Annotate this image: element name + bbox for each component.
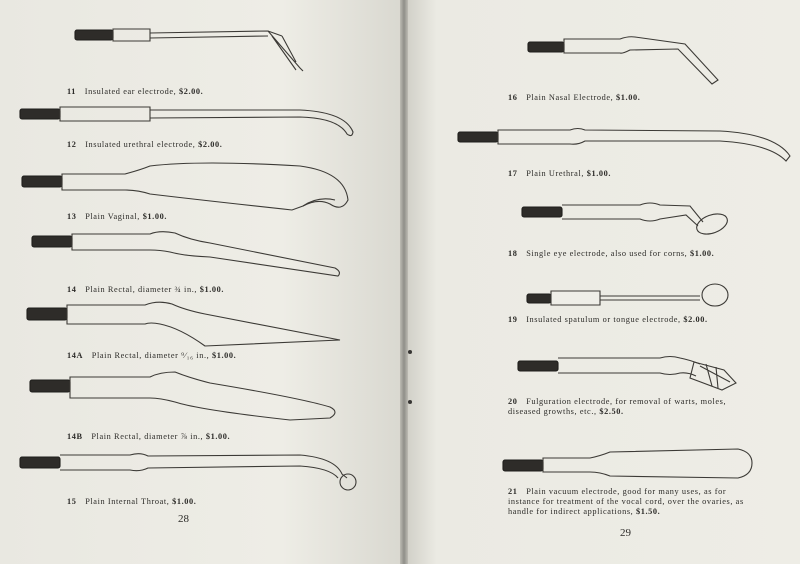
item-number: 19 [508, 315, 518, 324]
illustration-rectal-electrode-14 [32, 232, 339, 276]
item-description: Fulguration electrode, for removal of warts, moles, diseased growths, etc., [508, 397, 727, 416]
item-number: 13 [67, 212, 77, 221]
caption-item-21 [508, 487, 756, 517]
item-price: $2.00. [198, 140, 223, 149]
item-price: $1.00. [211, 351, 237, 360]
item-price: $1.00. [690, 249, 715, 258]
item-description: Plain Rectal, diameter ⁹⁄₁₆ in., [91, 351, 210, 360]
caption-item-19 [508, 315, 708, 325]
caption-item-11 [67, 87, 203, 97]
item-description: Plain Nasal Electrode, [526, 93, 614, 102]
item-description: Plain Rectal, diameter ⅞ in., [91, 432, 204, 441]
caption-item-13 [67, 212, 167, 222]
caption-item-14 [67, 285, 224, 295]
item-number: 11 [67, 87, 77, 96]
illustration-ear-electrode [75, 29, 303, 71]
item-price: $2.00. [683, 315, 708, 324]
item-price: $2.00. [179, 87, 204, 96]
item-number: 15 [67, 497, 77, 506]
item-description: Insulated ear electrode, [84, 87, 177, 96]
item-number: 14B [67, 432, 83, 441]
item-price: $1.00. [172, 497, 197, 506]
item-price: $1.00. [616, 93, 641, 102]
item-number: 16 [508, 93, 518, 102]
item-description: Plain Rectal, diameter ¾ in., [85, 285, 198, 294]
item-description: Plain vacuum electrode, good for many uses, as for instance for treatment of the vocal cord, over the ovaries, as handle for indirect applications, [508, 487, 744, 516]
item-price: $1.00. [142, 212, 168, 221]
illustration-urethral-electrode [20, 107, 353, 136]
item-description: Single eye electrode, also used for corns, [526, 249, 688, 258]
caption-item-18 [508, 249, 714, 259]
item-description: Plain Vaginal, [85, 212, 140, 221]
caption-item-17 [508, 169, 611, 179]
illustration-eye-electrode [522, 203, 730, 238]
item-price: $1.00. [199, 285, 225, 294]
page-number-right: 29 [620, 527, 631, 539]
item-description: Plain Urethral, [526, 169, 585, 178]
item-price: $2.50. [599, 407, 624, 416]
item-number: 12 [67, 140, 77, 149]
item-price: $1.00. [205, 432, 231, 441]
item-description: Plain Internal Throat, [85, 497, 170, 506]
caption-item-14a [67, 351, 236, 361]
item-price: $1.00. [586, 169, 612, 178]
caption-item-12 [67, 140, 222, 150]
illustration-nasal-electrode [528, 37, 718, 84]
caption-item-20 [508, 397, 756, 417]
item-price: $1.50. [636, 507, 661, 516]
item-number: 20 [508, 397, 518, 406]
caption-item-15 [67, 497, 196, 507]
caption-item-14b [67, 432, 230, 442]
item-description: Insulated spatulum or tongue electrode, [526, 315, 681, 324]
illustration-vaginal-electrode [22, 163, 348, 210]
item-number: 18 [508, 249, 518, 258]
illustration-throat-electrode [20, 454, 356, 490]
illustration-fulguration-electrode [518, 357, 736, 391]
illustration-rectal-electrode-14b [30, 372, 335, 420]
illustration-rectal-electrode-14a [27, 302, 340, 346]
item-number: 14 [67, 285, 77, 294]
illustration-urethral-plain [458, 129, 790, 162]
page-number-left: 28 [178, 513, 189, 525]
illustration-vacuum-electrode [503, 449, 752, 478]
item-number: 14A [67, 351, 84, 360]
caption-item-16 [508, 93, 640, 103]
illustration-spatulum-electrode [527, 284, 728, 306]
item-number: 17 [508, 169, 518, 178]
item-number: 21 [508, 487, 518, 496]
item-description: Insulated urethral electrode, [85, 140, 196, 149]
